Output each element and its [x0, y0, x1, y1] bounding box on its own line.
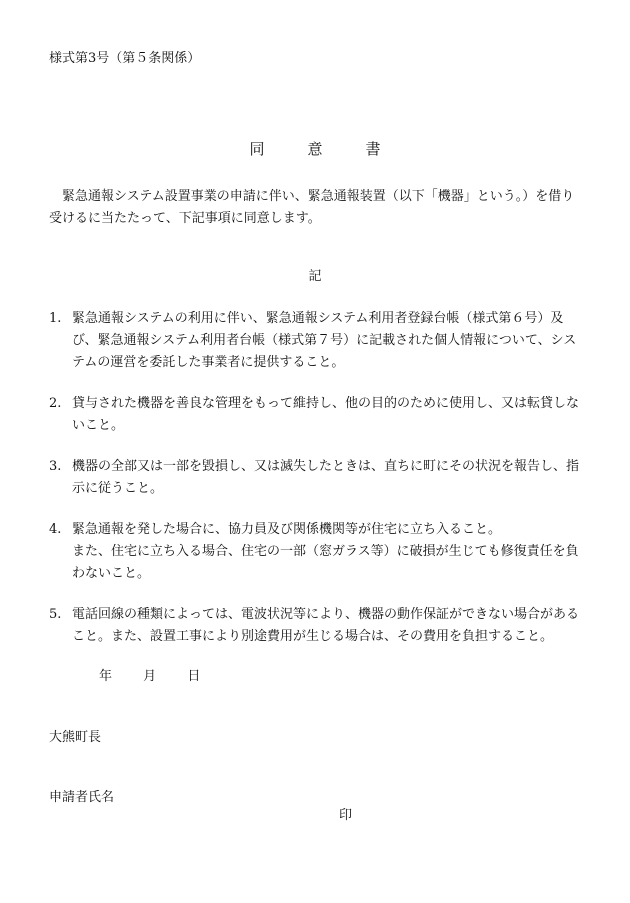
date-line	[99, 667, 200, 687]
item-line: 電話回線の種類によっては、電波状況等により、機器の動作保証ができない場合があること。また、設置工事により別途費用が生じる場合は、その費用を負担すること。	[72, 607, 580, 644]
item-line: 貸与された機器を善良な管理をもって維持し、他の目的のために使用し、又は転貸しないこと。	[72, 396, 580, 433]
document-title: 同 意 書	[249, 140, 395, 158]
consent-item-4	[49, 519, 585, 585]
intro-paragraph: 緊急通報システム設置事業の申請に伴い、緊急通報装置（以下「機器」という。）を借り受けるに当たたって、下記事項に同意します。	[49, 189, 575, 226]
item-text	[72, 308, 585, 374]
date-day-label: 日	[187, 669, 201, 684]
date-month-label: 月	[143, 669, 157, 684]
item-number: 4.	[49, 522, 62, 537]
item-text	[72, 604, 585, 648]
date-year-label: 年	[99, 669, 113, 684]
consent-item-2	[49, 393, 585, 437]
form-number: 様式第3号（第５条関係）	[49, 51, 201, 66]
item-line: 機器の全部又は一部を毀損し、又は滅失したときは、直ちに町にその状況を報告し、指示に従うこと。	[72, 459, 580, 496]
item-number: 3.	[49, 459, 62, 474]
item-number: 5.	[49, 607, 62, 622]
consent-item-1	[49, 308, 585, 374]
item-number: 2.	[49, 396, 62, 411]
seal-mark: 印	[339, 808, 353, 823]
consent-items	[49, 308, 585, 667]
item-number: 1.	[49, 311, 62, 326]
consent-item-5	[49, 604, 585, 648]
item-line: 緊急通報システムの利用に伴い、緊急通報システム利用者登録台帳（様式第６号）及び、緊急通報システム利用者台帳（様式第７号）に記載された個人情報について、システムの運営を委託した事業者に提供すること。	[72, 311, 577, 370]
item-line: また、住宅に立ち入る場合、住宅の一部（窓ガラス等）に破損が生じても修復責任を負わないこと。	[72, 544, 579, 581]
recipient: 大熊町長	[49, 730, 102, 745]
item-text	[72, 456, 585, 500]
applicant-name-label: 申請者氏名	[49, 790, 115, 805]
item-text	[72, 519, 585, 585]
item-line: 緊急通報を発した場合に、協力員及び関係機関等が住宅に立ち入ること。	[72, 522, 502, 537]
item-text	[72, 393, 585, 437]
ki-heading: 記	[308, 269, 322, 284]
consent-item-3	[49, 456, 585, 500]
